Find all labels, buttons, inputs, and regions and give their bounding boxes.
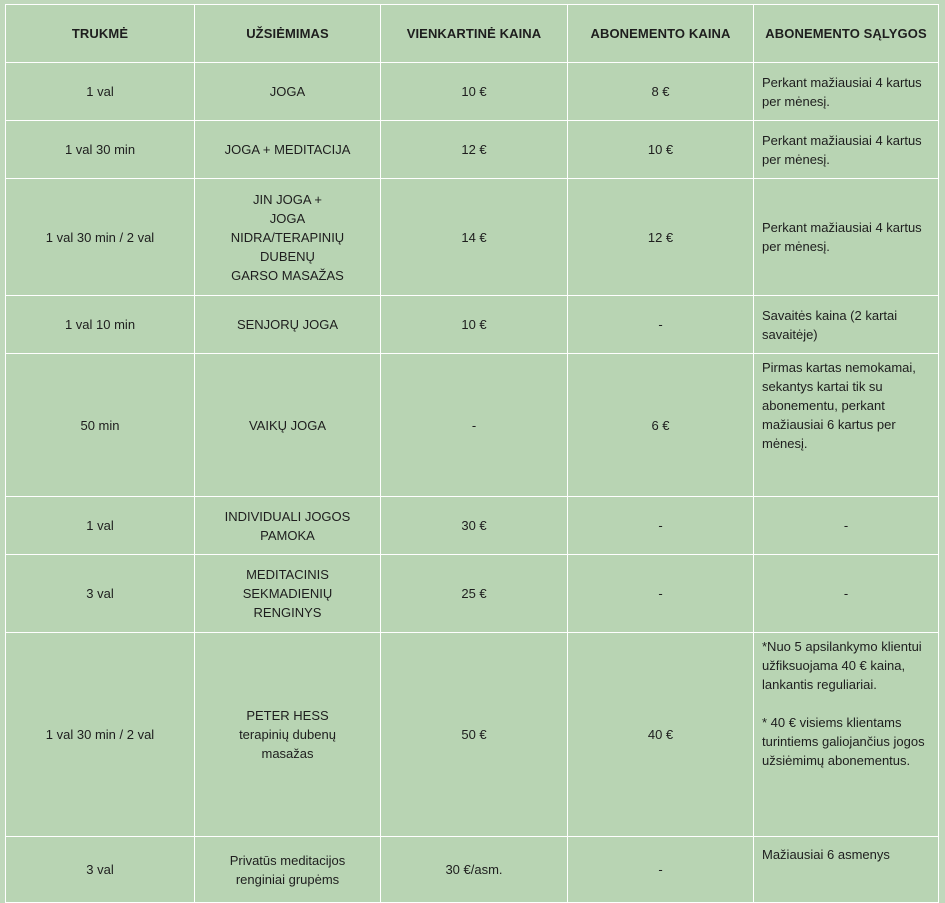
cell-activity: JOGA + MEDITACIJA [195, 121, 381, 179]
cell-activity: SENJORŲ JOGA [195, 296, 381, 354]
header-activity: UŽSIĖMIMAS [195, 5, 381, 63]
cell-duration: 50 min [6, 354, 195, 497]
table-row [6, 179, 939, 296]
header-subscription-price: ABONEMENTO KAINA [568, 5, 754, 63]
cell-single-price: - [381, 354, 568, 497]
cell-conditions: Mažiausiai 6 asmenys [754, 837, 939, 903]
cell-subscription-price: - [568, 555, 754, 633]
cell-duration: 1 val 10 min [6, 296, 195, 354]
price-table-container [5, 4, 938, 903]
cell-conditions: Savaitės kaina (2 kartai savaitėje) [754, 296, 939, 354]
table-row [6, 354, 939, 497]
cell-duration: 3 val [6, 555, 195, 633]
cell-single-price: 10 € [381, 296, 568, 354]
table-row [6, 63, 939, 121]
cell-single-price: 14 € [381, 179, 568, 296]
cell-activity: JOGA [195, 63, 381, 121]
cell-duration: 3 val [6, 837, 195, 903]
cell-activity: PETER HESS terapinių dubenų masažas [195, 633, 381, 837]
cell-subscription-price: 10 € [568, 121, 754, 179]
cell-duration: 1 val 30 min [6, 121, 195, 179]
cell-subscription-price: 12 € [568, 179, 754, 296]
cell-single-price: 50 € [381, 633, 568, 837]
cell-duration: 1 val 30 min / 2 val [6, 633, 195, 837]
cell-conditions: - [754, 555, 939, 633]
cell-conditions: - [754, 497, 939, 555]
price-table [5, 4, 939, 903]
cell-conditions: Pirmas kartas nemokamai, sekantys kartai tik su abonementu, perkant mažiausiai 6 kartus per mėnesį. [754, 354, 939, 497]
cell-activity: VAIKŲ JOGA [195, 354, 381, 497]
cell-activity: Privatūs meditacijos renginiai grupėms [195, 837, 381, 903]
table-row [6, 555, 939, 633]
table-header-row [6, 5, 939, 63]
table-row [6, 121, 939, 179]
cell-conditions: Perkant mažiausiai 4 kartus per mėnesį. [754, 179, 939, 296]
table-row [6, 633, 939, 837]
table-row [6, 497, 939, 555]
cell-conditions: Perkant mažiausiai 4 kartus per mėnesį. [754, 121, 939, 179]
cell-single-price: 30 € [381, 497, 568, 555]
cell-single-price: 30 €/asm. [381, 837, 568, 903]
cell-duration: 1 val [6, 63, 195, 121]
cell-subscription-price: - [568, 497, 754, 555]
table-row [6, 837, 939, 903]
cell-subscription-price: 8 € [568, 63, 754, 121]
cell-activity: MEDITACINIS SEKMADIENIŲ RENGINYS [195, 555, 381, 633]
cell-subscription-price: - [568, 296, 754, 354]
table-row [6, 296, 939, 354]
cell-duration: 1 val 30 min / 2 val [6, 179, 195, 296]
cell-subscription-price: 6 € [568, 354, 754, 497]
cell-activity: INDIVIDUALI JOGOS PAMOKA [195, 497, 381, 555]
cell-duration: 1 val [6, 497, 195, 555]
cell-conditions: *Nuo 5 apsilankymo klientui užfiksuojama 40 € kaina, lankantis reguliariai. * 40 € visiems klientams turintiems galiojančius jogos užsiėmimų abonementus. [754, 633, 939, 837]
cell-subscription-price: - [568, 837, 754, 903]
header-duration: TRUKMĖ [6, 5, 195, 63]
cell-activity: JIN JOGA + JOGA NIDRA/TERAPINIŲ DUBENŲ GARSO MASAŽAS [195, 179, 381, 296]
cell-single-price: 10 € [381, 63, 568, 121]
header-subscription-conditions: ABONEMENTO SĄLYGOS [754, 5, 939, 63]
header-single-price: VIENKARTINĖ KAINA [381, 5, 568, 63]
cell-single-price: 25 € [381, 555, 568, 633]
cell-conditions: Perkant mažiausiai 4 kartus per mėnesį. [754, 63, 939, 121]
cell-single-price: 12 € [381, 121, 568, 179]
cell-subscription-price: 40 € [568, 633, 754, 837]
